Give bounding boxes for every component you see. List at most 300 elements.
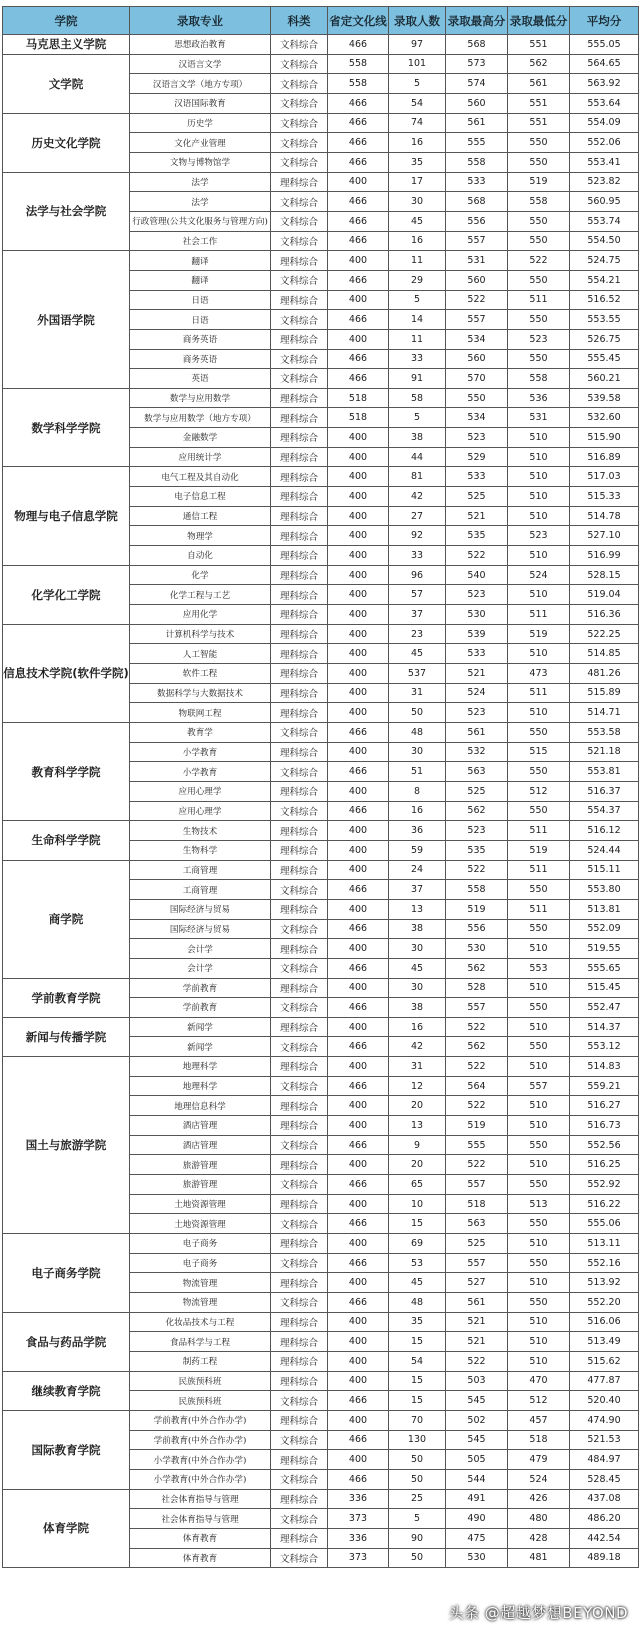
- provincial-line-cell: 466: [328, 762, 389, 782]
- major-cell: 商务英语: [130, 329, 271, 349]
- min-score-cell: 561: [508, 74, 570, 94]
- category-cell: 理科综合: [271, 1155, 328, 1175]
- category-cell: 理科综合: [271, 624, 328, 644]
- avg-score-cell: 515.45: [570, 978, 639, 998]
- col-header-avg-score: 平均分: [570, 7, 639, 35]
- max-score-cell: 527: [446, 1273, 508, 1293]
- admitted-count-cell: 38: [389, 998, 446, 1018]
- avg-score-cell: 474.90: [570, 1410, 639, 1430]
- admitted-count-cell: 50: [389, 1450, 446, 1470]
- min-score-cell: 510: [508, 1017, 570, 1037]
- min-score-cell: 510: [508, 467, 570, 487]
- table-row: [3, 821, 639, 841]
- max-score-cell: 522: [446, 860, 508, 880]
- max-score-cell: 521: [446, 1312, 508, 1332]
- provincial-line-cell: 400: [328, 742, 389, 762]
- table-body: [3, 35, 639, 1568]
- avg-score-cell: 555.45: [570, 349, 639, 369]
- college-name-cell: 食品与药品学院: [3, 1312, 130, 1371]
- provincial-line-cell: 558: [328, 54, 389, 74]
- min-score-cell: 550: [508, 722, 570, 742]
- provincial-line-cell: 400: [328, 251, 389, 271]
- category-cell: 理科综合: [271, 1312, 328, 1332]
- category-cell: 理科综合: [271, 172, 328, 192]
- table-row: [3, 35, 639, 55]
- max-score-cell: 532: [446, 742, 508, 762]
- avg-score-cell: 532.60: [570, 408, 639, 428]
- max-score-cell: 521: [446, 1332, 508, 1352]
- min-score-cell: 524: [508, 565, 570, 585]
- provincial-line-cell: 336: [328, 1489, 389, 1509]
- provincial-line-cell: 400: [328, 428, 389, 448]
- provincial-line-cell: 466: [328, 211, 389, 231]
- admitted-count-cell: 12: [389, 1076, 446, 1096]
- category-cell: 理科综合: [271, 467, 328, 487]
- col-header-admitted-count: 录取人数: [389, 7, 446, 35]
- provincial-line-cell: 400: [328, 487, 389, 507]
- admitted-count-cell: 30: [389, 939, 446, 959]
- major-cell: 新闻学: [130, 1017, 271, 1037]
- category-cell: 文科综合: [271, 1037, 328, 1057]
- category-cell: 理科综合: [271, 781, 328, 801]
- admitted-count-cell: 38: [389, 428, 446, 448]
- avg-score-cell: 516.22: [570, 1194, 639, 1214]
- category-cell: 文科综合: [271, 93, 328, 113]
- avg-score-cell: 554.21: [570, 270, 639, 290]
- admitted-count-cell: 42: [389, 487, 446, 507]
- provincial-line-cell: 466: [328, 1430, 389, 1450]
- max-score-cell: 573: [446, 54, 508, 74]
- provincial-line-cell: 400: [328, 1312, 389, 1332]
- provincial-line-cell: 400: [328, 329, 389, 349]
- col-header-college: 学院: [3, 7, 130, 35]
- major-cell: 教育学: [130, 722, 271, 742]
- category-cell: 理科综合: [271, 899, 328, 919]
- max-score-cell: 523: [446, 585, 508, 605]
- admitted-count-cell: 48: [389, 722, 446, 742]
- college-name-cell: 电子商务学院: [3, 1234, 130, 1313]
- category-cell: 理科综合: [271, 1351, 328, 1371]
- major-cell: 数学与应用数学: [130, 388, 271, 408]
- min-score-cell: 550: [508, 880, 570, 900]
- avg-score-cell: 516.25: [570, 1155, 639, 1175]
- admitted-count-cell: 45: [389, 211, 446, 231]
- major-cell: 学前教育(中外合作办学): [130, 1410, 271, 1430]
- category-cell: 文科综合: [271, 211, 328, 231]
- max-score-cell: 561: [446, 113, 508, 133]
- max-score-cell: 557: [446, 231, 508, 251]
- max-score-cell: 503: [446, 1371, 508, 1391]
- category-cell: 文科综合: [271, 310, 328, 330]
- major-cell: 工商管理: [130, 860, 271, 880]
- admitted-count-cell: 16: [389, 801, 446, 821]
- max-score-cell: 522: [446, 1096, 508, 1116]
- max-score-cell: 561: [446, 722, 508, 742]
- provincial-line-cell: 400: [328, 1410, 389, 1430]
- admitted-count-cell: 25: [389, 1489, 446, 1509]
- min-score-cell: 481: [508, 1548, 570, 1568]
- max-score-cell: 560: [446, 349, 508, 369]
- major-cell: 日语: [130, 310, 271, 330]
- major-cell: 国际经济与贸易: [130, 919, 271, 939]
- category-cell: 理科综合: [271, 506, 328, 526]
- max-score-cell: 491: [446, 1489, 508, 1509]
- min-score-cell: 550: [508, 310, 570, 330]
- max-score-cell: 560: [446, 270, 508, 290]
- provincial-line-cell: 400: [328, 703, 389, 723]
- min-score-cell: 550: [508, 1135, 570, 1155]
- avg-score-cell: 516.06: [570, 1312, 639, 1332]
- admitted-count-cell: 130: [389, 1430, 446, 1450]
- max-score-cell: 558: [446, 880, 508, 900]
- category-cell: 理科综合: [271, 644, 328, 664]
- table-row: [3, 54, 639, 74]
- admission-score-table: [2, 6, 639, 1568]
- admitted-count-cell: 16: [389, 231, 446, 251]
- min-score-cell: 510: [508, 939, 570, 959]
- major-cell: 制药工程: [130, 1351, 271, 1371]
- avg-score-cell: 560.21: [570, 369, 639, 389]
- category-cell: 理科综合: [271, 487, 328, 507]
- provincial-line-cell: 466: [328, 1293, 389, 1313]
- min-score-cell: 550: [508, 998, 570, 1018]
- category-cell: 文科综合: [271, 1214, 328, 1234]
- category-cell: 文科综合: [271, 722, 328, 742]
- admitted-count-cell: 90: [389, 1528, 446, 1548]
- max-score-cell: 545: [446, 1430, 508, 1450]
- major-cell: 体育教育: [130, 1528, 271, 1548]
- min-score-cell: 536: [508, 388, 570, 408]
- avg-score-cell: 519.55: [570, 939, 639, 959]
- major-cell: 工商管理: [130, 880, 271, 900]
- college-name-cell: 信息技术学院(软件学院): [3, 624, 130, 722]
- major-cell: 地理科学: [130, 1076, 271, 1096]
- admitted-count-cell: 537: [389, 664, 446, 684]
- max-score-cell: 535: [446, 526, 508, 546]
- avg-score-cell: 552.47: [570, 998, 639, 1018]
- min-score-cell: 562: [508, 54, 570, 74]
- admitted-count-cell: 30: [389, 742, 446, 762]
- min-score-cell: 511: [508, 899, 570, 919]
- provincial-line-cell: 400: [328, 683, 389, 703]
- major-cell: 民族预科班: [130, 1391, 271, 1411]
- category-cell: 理科综合: [271, 939, 328, 959]
- avg-score-cell: 528.15: [570, 565, 639, 585]
- category-cell: 文科综合: [271, 1293, 328, 1313]
- table-row: [3, 113, 639, 133]
- category-cell: 理科综合: [271, 1057, 328, 1077]
- category-cell: 理科综合: [271, 1332, 328, 1352]
- major-cell: 物理学: [130, 526, 271, 546]
- provincial-line-cell: 400: [328, 1017, 389, 1037]
- max-score-cell: 521: [446, 506, 508, 526]
- provincial-line-cell: 400: [328, 290, 389, 310]
- admitted-count-cell: 45: [389, 644, 446, 664]
- admitted-count-cell: 5: [389, 1509, 446, 1529]
- major-cell: 化学工程与工艺: [130, 585, 271, 605]
- min-score-cell: 510: [508, 1332, 570, 1352]
- admitted-count-cell: 30: [389, 978, 446, 998]
- admitted-count-cell: 35: [389, 1312, 446, 1332]
- provincial-line-cell: 400: [328, 1234, 389, 1254]
- major-cell: 文化产业管理: [130, 133, 271, 153]
- avg-score-cell: 437.08: [570, 1489, 639, 1509]
- admitted-count-cell: 48: [389, 1293, 446, 1313]
- provincial-line-cell: 466: [328, 722, 389, 742]
- provincial-line-cell: 466: [328, 801, 389, 821]
- min-score-cell: 510: [508, 1057, 570, 1077]
- table-row: [3, 1410, 639, 1430]
- category-cell: 理科综合: [271, 605, 328, 625]
- admitted-count-cell: 81: [389, 467, 446, 487]
- major-cell: 汉语国际教育: [130, 93, 271, 113]
- provincial-line-cell: 466: [328, 93, 389, 113]
- min-score-cell: 510: [508, 447, 570, 467]
- admitted-count-cell: 35: [389, 152, 446, 172]
- max-score-cell: 540: [446, 565, 508, 585]
- major-cell: 民族预科班: [130, 1371, 271, 1391]
- major-cell: 土地资源管理: [130, 1214, 271, 1234]
- max-score-cell: 550: [446, 388, 508, 408]
- min-score-cell: 550: [508, 1175, 570, 1195]
- avg-score-cell: 553.81: [570, 762, 639, 782]
- provincial-line-cell: 518: [328, 388, 389, 408]
- college-name-cell: 新闻与传播学院: [3, 1017, 130, 1056]
- min-score-cell: 519: [508, 624, 570, 644]
- max-score-cell: 502: [446, 1410, 508, 1430]
- avg-score-cell: 524.75: [570, 251, 639, 271]
- avg-score-cell: 552.16: [570, 1253, 639, 1273]
- min-score-cell: 515: [508, 742, 570, 762]
- category-cell: 理科综合: [271, 840, 328, 860]
- max-score-cell: 555: [446, 1135, 508, 1155]
- admitted-count-cell: 33: [389, 546, 446, 566]
- category-cell: 文科综合: [271, 133, 328, 153]
- min-score-cell: 550: [508, 349, 570, 369]
- provincial-line-cell: 466: [328, 1037, 389, 1057]
- major-cell: 学前教育: [130, 978, 271, 998]
- avg-score-cell: 553.12: [570, 1037, 639, 1057]
- provincial-line-cell: 466: [328, 1253, 389, 1273]
- table-row: [3, 565, 639, 585]
- provincial-line-cell: 400: [328, 860, 389, 880]
- admitted-count-cell: 65: [389, 1175, 446, 1195]
- max-score-cell: 530: [446, 1548, 508, 1568]
- avg-score-cell: 559.21: [570, 1076, 639, 1096]
- major-cell: 社会体育指导与管理: [130, 1489, 271, 1509]
- major-cell: 旅游管理: [130, 1155, 271, 1175]
- min-score-cell: 510: [508, 644, 570, 664]
- max-score-cell: 522: [446, 1351, 508, 1371]
- max-score-cell: 561: [446, 1293, 508, 1313]
- max-score-cell: 562: [446, 1037, 508, 1057]
- max-score-cell: 557: [446, 1175, 508, 1195]
- min-score-cell: 511: [508, 860, 570, 880]
- admitted-count-cell: 33: [389, 349, 446, 369]
- avg-score-cell: 519.04: [570, 585, 639, 605]
- major-cell: 应用统计学: [130, 447, 271, 467]
- provincial-line-cell: 400: [328, 565, 389, 585]
- admitted-count-cell: 42: [389, 1037, 446, 1057]
- major-cell: 软件工程: [130, 664, 271, 684]
- category-cell: 理科综合: [271, 821, 328, 841]
- avg-score-cell: 516.27: [570, 1096, 639, 1116]
- min-score-cell: 550: [508, 211, 570, 231]
- admitted-count-cell: 91: [389, 369, 446, 389]
- max-score-cell: 525: [446, 1234, 508, 1254]
- avg-score-cell: 514.78: [570, 506, 639, 526]
- col-header-provincial-line: 省定文化线: [328, 7, 389, 35]
- provincial-line-cell: 466: [328, 1175, 389, 1195]
- max-score-cell: 531: [446, 251, 508, 271]
- admitted-count-cell: 101: [389, 54, 446, 74]
- provincial-line-cell: 400: [328, 1371, 389, 1391]
- college-name-cell: 学前教育学院: [3, 978, 130, 1017]
- category-cell: 理科综合: [271, 664, 328, 684]
- max-score-cell: 528: [446, 978, 508, 998]
- avg-score-cell: 555.06: [570, 1214, 639, 1234]
- admitted-count-cell: 16: [389, 133, 446, 153]
- admitted-count-cell: 24: [389, 860, 446, 880]
- min-score-cell: 550: [508, 762, 570, 782]
- avg-score-cell: 515.33: [570, 487, 639, 507]
- avg-score-cell: 515.11: [570, 860, 639, 880]
- admitted-count-cell: 50: [389, 1548, 446, 1568]
- max-score-cell: 523: [446, 821, 508, 841]
- col-header-category: 科类: [271, 7, 328, 35]
- major-cell: 通信工程: [130, 506, 271, 526]
- category-cell: 文科综合: [271, 1135, 328, 1155]
- major-cell: 会计学: [130, 958, 271, 978]
- major-cell: 法学: [130, 192, 271, 212]
- max-score-cell: 533: [446, 467, 508, 487]
- major-cell: 地理科学: [130, 1057, 271, 1077]
- avg-score-cell: 514.37: [570, 1017, 639, 1037]
- min-score-cell: 524: [508, 1469, 570, 1489]
- college-name-cell: 化学化工学院: [3, 565, 130, 624]
- admitted-count-cell: 37: [389, 605, 446, 625]
- table-row: [3, 1489, 639, 1509]
- category-cell: 文科综合: [271, 880, 328, 900]
- min-score-cell: 511: [508, 605, 570, 625]
- provincial-line-cell: 400: [328, 664, 389, 684]
- avg-score-cell: 555.65: [570, 958, 639, 978]
- category-cell: 文科综合: [271, 958, 328, 978]
- max-score-cell: 545: [446, 1391, 508, 1411]
- category-cell: 理科综合: [271, 1528, 328, 1548]
- max-score-cell: 539: [446, 624, 508, 644]
- provincial-line-cell: 466: [328, 192, 389, 212]
- category-cell: 文科综合: [271, 998, 328, 1018]
- min-score-cell: 426: [508, 1489, 570, 1509]
- max-score-cell: 563: [446, 762, 508, 782]
- admitted-count-cell: 58: [389, 388, 446, 408]
- major-cell: 体育教育: [130, 1548, 271, 1568]
- admitted-count-cell: 97: [389, 35, 446, 55]
- provincial-line-cell: 400: [328, 644, 389, 664]
- category-cell: 理科综合: [271, 408, 328, 428]
- major-cell: 小学教育: [130, 762, 271, 782]
- category-cell: 理科综合: [271, 1234, 328, 1254]
- provincial-line-cell: 400: [328, 1057, 389, 1077]
- category-cell: 理科综合: [271, 428, 328, 448]
- avg-score-cell: 563.92: [570, 74, 639, 94]
- category-cell: 文科综合: [271, 1430, 328, 1450]
- college-name-cell: 国土与旅游学院: [3, 1057, 130, 1234]
- min-score-cell: 480: [508, 1509, 570, 1529]
- admitted-count-cell: 69: [389, 1234, 446, 1254]
- table-row: [3, 1057, 639, 1077]
- min-score-cell: 550: [508, 270, 570, 290]
- admitted-count-cell: 45: [389, 1273, 446, 1293]
- major-cell: 行政管理(公共文化服务与管理方向): [130, 211, 271, 231]
- category-cell: 文科综合: [271, 1076, 328, 1096]
- college-name-cell: 物理与电子信息学院: [3, 467, 130, 565]
- provincial-line-cell: 466: [328, 958, 389, 978]
- table-row: [3, 978, 639, 998]
- category-cell: 理科综合: [271, 329, 328, 349]
- category-cell: 文科综合: [271, 1469, 328, 1489]
- provincial-line-cell: 373: [328, 1509, 389, 1529]
- max-score-cell: 524: [446, 683, 508, 703]
- min-score-cell: 558: [508, 192, 570, 212]
- min-score-cell: 510: [508, 1155, 570, 1175]
- max-score-cell: 574: [446, 74, 508, 94]
- min-score-cell: 522: [508, 251, 570, 271]
- table-row: [3, 860, 639, 880]
- min-score-cell: 550: [508, 133, 570, 153]
- college-name-cell: 外国语学院: [3, 251, 130, 389]
- min-score-cell: 551: [508, 35, 570, 55]
- min-score-cell: 511: [508, 683, 570, 703]
- category-cell: 理科综合: [271, 742, 328, 762]
- major-cell: 英语: [130, 369, 271, 389]
- major-cell: 法学: [130, 172, 271, 192]
- provincial-line-cell: 466: [328, 270, 389, 290]
- min-score-cell: 510: [508, 1351, 570, 1371]
- provincial-line-cell: 400: [328, 447, 389, 467]
- admitted-count-cell: 27: [389, 506, 446, 526]
- category-cell: 文科综合: [271, 349, 328, 369]
- max-score-cell: 534: [446, 408, 508, 428]
- provincial-line-cell: 466: [328, 1076, 389, 1096]
- max-score-cell: 523: [446, 703, 508, 723]
- min-score-cell: 510: [508, 506, 570, 526]
- provincial-line-cell: 400: [328, 1351, 389, 1371]
- min-score-cell: 550: [508, 152, 570, 172]
- avg-score-cell: 517.03: [570, 467, 639, 487]
- major-cell: 自动化: [130, 546, 271, 566]
- major-cell: 会计学: [130, 939, 271, 959]
- max-score-cell: 521: [446, 664, 508, 684]
- avg-score-cell: 524.44: [570, 840, 639, 860]
- table-row: [3, 1312, 639, 1332]
- avg-score-cell: 515.62: [570, 1351, 639, 1371]
- major-cell: 应用化学: [130, 605, 271, 625]
- min-score-cell: 550: [508, 1293, 570, 1313]
- category-cell: 文科综合: [271, 113, 328, 133]
- major-cell: 历史学: [130, 113, 271, 133]
- max-score-cell: 475: [446, 1528, 508, 1548]
- major-cell: 小学教育(中外合作办学): [130, 1469, 271, 1489]
- min-score-cell: 557: [508, 1076, 570, 1096]
- major-cell: 物流管理: [130, 1273, 271, 1293]
- max-score-cell: 556: [446, 919, 508, 939]
- provincial-line-cell: 466: [328, 1469, 389, 1489]
- category-cell: 理科综合: [271, 1116, 328, 1136]
- col-header-major: 录取专业: [130, 7, 271, 35]
- major-cell: 新闻学: [130, 1037, 271, 1057]
